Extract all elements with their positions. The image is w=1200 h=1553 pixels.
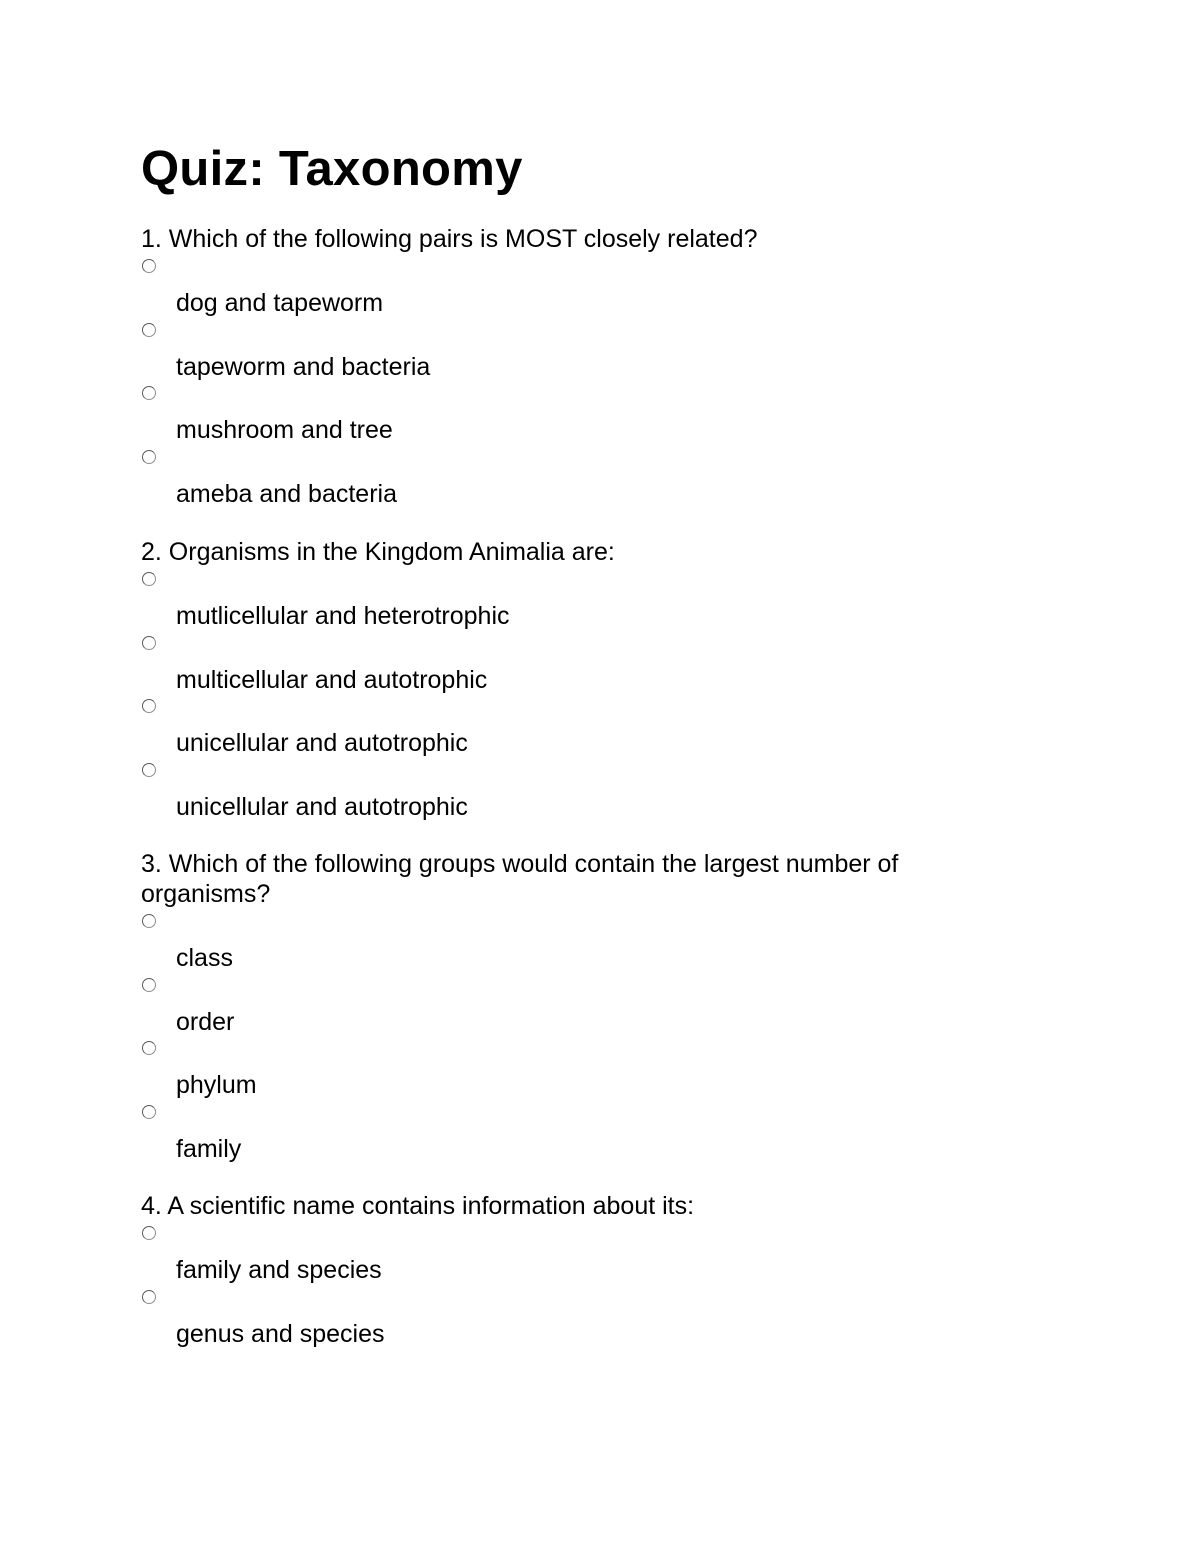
answer-option[interactable]	[141, 381, 1001, 445]
answer-option[interactable]	[141, 445, 1001, 509]
question-text: 3. Which of the following groups would contain the largest number of organisms?	[141, 850, 899, 908]
option-label: mushroom and tree	[176, 416, 393, 444]
radio-button[interactable]	[142, 323, 156, 337]
question-4	[141, 1191, 1001, 1348]
question-3	[141, 849, 1001, 1163]
radio-button[interactable]	[142, 450, 156, 464]
option-label: genus and species	[176, 1319, 385, 1348]
option-label: unicellular and autotrophic	[176, 729, 468, 757]
answer-option[interactable]	[141, 1036, 1001, 1100]
radio-button[interactable]	[142, 572, 156, 586]
question-text: 2. Organisms in the Kingdom Animalia are:	[141, 538, 615, 566]
radio-button[interactable]	[142, 1041, 156, 1055]
radio-button[interactable]	[142, 1290, 156, 1304]
answer-option[interactable]	[141, 318, 1001, 382]
answer-option[interactable]	[141, 1100, 1001, 1164]
radio-button[interactable]	[142, 1226, 156, 1240]
radio-button[interactable]	[142, 978, 156, 992]
radio-button[interactable]	[142, 1105, 156, 1119]
question-text: 1. Which of the following pairs is MOST closely related?	[141, 225, 758, 253]
option-label: class	[176, 944, 233, 972]
answer-option[interactable]	[141, 1221, 1001, 1285]
option-label: multicellular and autotrophic	[176, 665, 488, 694]
answer-option[interactable]	[141, 254, 1001, 318]
option-label: family and species	[176, 1256, 382, 1284]
page-title: Quiz: Taxonomy	[141, 142, 523, 196]
option-label: tapeworm and bacteria	[176, 352, 431, 381]
radio-button[interactable]	[142, 259, 156, 273]
answer-option[interactable]	[141, 1285, 1001, 1349]
radio-button[interactable]	[142, 636, 156, 650]
option-label: unicellular and autotrophic	[176, 792, 468, 821]
radio-button[interactable]	[142, 699, 156, 713]
answer-option[interactable]	[141, 567, 1001, 631]
answer-option[interactable]	[141, 973, 1001, 1037]
option-label: order	[176, 1007, 235, 1036]
radio-button[interactable]	[142, 914, 156, 928]
answer-option[interactable]	[141, 694, 1001, 758]
answer-option[interactable]	[141, 758, 1001, 822]
question-2	[141, 537, 1001, 821]
radio-button[interactable]	[142, 386, 156, 400]
option-label: dog and tapeworm	[176, 289, 384, 317]
option-label: ameba and bacteria	[176, 479, 397, 508]
answer-option[interactable]	[141, 631, 1001, 695]
answer-option[interactable]	[141, 909, 1001, 973]
question-text: 4. A scientific name contains information about its:	[141, 1192, 695, 1220]
option-label: family	[176, 1134, 242, 1163]
option-label: mutlicellular and heterotrophic	[176, 602, 510, 630]
question-1	[141, 224, 1001, 508]
radio-button[interactable]	[142, 763, 156, 777]
option-label: phylum	[176, 1071, 257, 1099]
